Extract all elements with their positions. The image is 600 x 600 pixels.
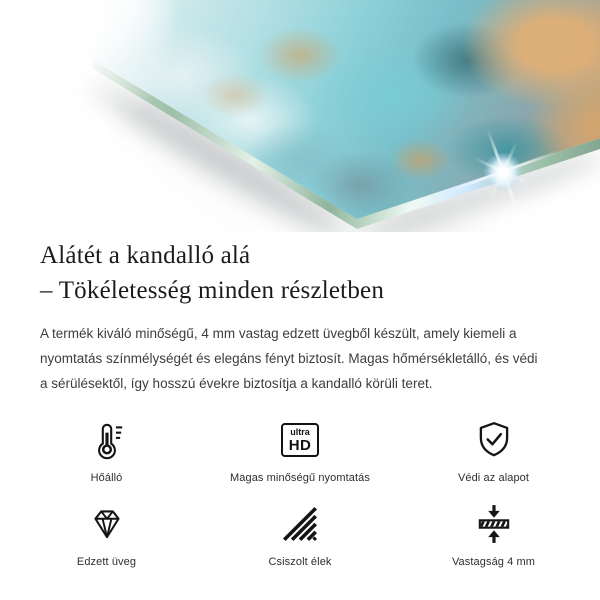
shield-check-icon [473, 418, 515, 462]
feature-thickness [427, 502, 560, 568]
product-image [0, 0, 600, 232]
product-description-section [0, 238, 600, 396]
feature-label: Csiszolt élek [268, 556, 332, 568]
product-description: A termék kiváló minőségű, 4 mm vastag edzett üvegből készült, amely kiemeli a nyomtatás színmélységét és elegáns fényt biztosít. Magas hőmérsékletálló, és védi a sérülésektől, így hosszú évekre biztosítja a kandalló körüli teret. [40, 326, 538, 391]
feature-print-quality [173, 418, 427, 484]
page-title-line2: – Tökéletesség minden részletben [40, 277, 385, 304]
feature-label: Vastagság 4 mm [451, 556, 536, 568]
feature-label: Hőálló [90, 472, 123, 484]
feature-protects-base [427, 418, 560, 484]
polished-edge-icon [279, 502, 321, 546]
feature-tempered-glass [40, 502, 173, 568]
diamond-icon [86, 502, 128, 546]
feature-heat-resistant [40, 418, 173, 484]
thickness-icon [473, 502, 515, 546]
ultra-hd-icon: ultra HD [281, 418, 319, 462]
page-title-line1: Alátét a kandalló alá [40, 242, 251, 269]
feature-grid [40, 418, 560, 568]
thermometer-icon [86, 418, 128, 462]
feature-polished-edges [173, 502, 427, 568]
feature-label: Edzett üveg [76, 556, 137, 568]
feature-label: Védi az alapot [457, 472, 530, 484]
page-title [40, 238, 560, 308]
feature-label: Magas minőségű nyomtatás [230, 472, 370, 484]
